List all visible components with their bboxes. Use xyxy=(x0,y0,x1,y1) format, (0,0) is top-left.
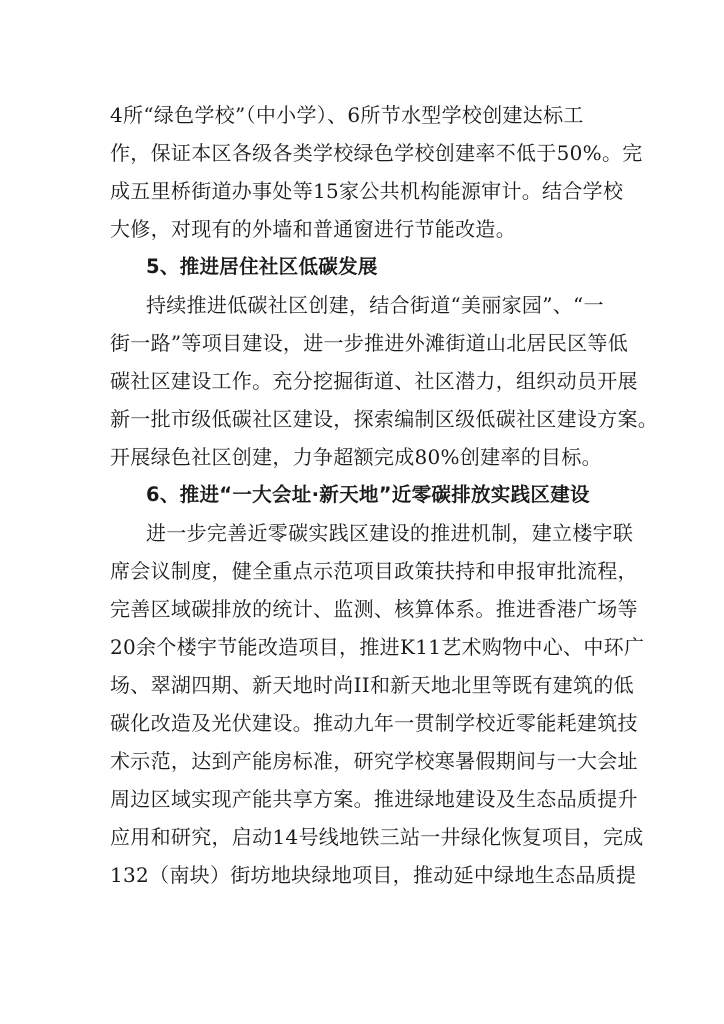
paragraph-line: 成五里桥街道办事处等15家公共机构能源审计。结合学校 xyxy=(110,179,624,203)
paragraph-line: 大修，对现有的外墙和普通窗进行节能改造。 xyxy=(110,217,516,241)
paragraph-line: 开展绿色社区创建，力争超额完成80%创建率的目标。 xyxy=(110,445,602,469)
paragraph-line: 作，保证本区各级各类学校绿色学校创建率不低于50%。完 xyxy=(110,141,643,165)
paragraph-line: 进一步完善近零碳实践区建设的推进机制，建立楼宇联 xyxy=(146,521,634,545)
paragraph-line: 新一批市级低碳社区建设，探索编制区级低碳社区建设方案。 xyxy=(110,407,659,431)
paragraph-line: 场、翠湖四期、新天地时尚II和新天地北里等既有建筑的低 xyxy=(110,673,634,697)
paragraph-line: 席会议制度，健全重点示范项目政策扶持和申报审批流程， xyxy=(110,559,638,583)
paragraph-line: 街一路”等项目建设，进一步推进外滩街道山北居民区等低 xyxy=(110,331,629,355)
paragraph-line: 132（南块）街坊地块绿地项目，推动延中绿地生态品质提 xyxy=(110,863,637,887)
paragraph-line: 完善区域碳排放的统计、监测、核算体系。推进香港广场等 xyxy=(110,597,638,621)
paragraph-line: 术示范，达到产能房标准，研究学校寒暑假期间与一大会址 xyxy=(110,749,638,773)
paragraph-line: 4所“绿色学校”（中小学）、6所节水型学校创建达标工 xyxy=(110,103,584,127)
paragraph-line: 碳化改造及光伏建设。推动九年一贯制学校近零能耗建筑技 xyxy=(110,711,638,735)
paragraph-line: 周边区域实现产能共享方案。推进绿地建设及生态品质提升 xyxy=(110,787,638,811)
paragraph-line: 应用和研究，启动14号线地铁三站一井绿化恢复项目，完成 xyxy=(110,825,644,849)
paragraph-line: 碳社区建设工作。充分挖掘街道、社区潜力，组织动员开展 xyxy=(110,369,638,393)
paragraph-line: 持续推进低碳社区创建，结合街道“美丽家园”、“一 xyxy=(146,293,604,317)
section-heading-5: 5、推进居住社区低碳发展 xyxy=(146,255,378,278)
paragraph-line: 20余个楼宇节能改造项目，推进K11艺术购物中心、中环广 xyxy=(110,635,645,659)
section-heading-6: 6、推进“一大会址·新天地”近零碳排放实践区建设 xyxy=(146,483,590,506)
